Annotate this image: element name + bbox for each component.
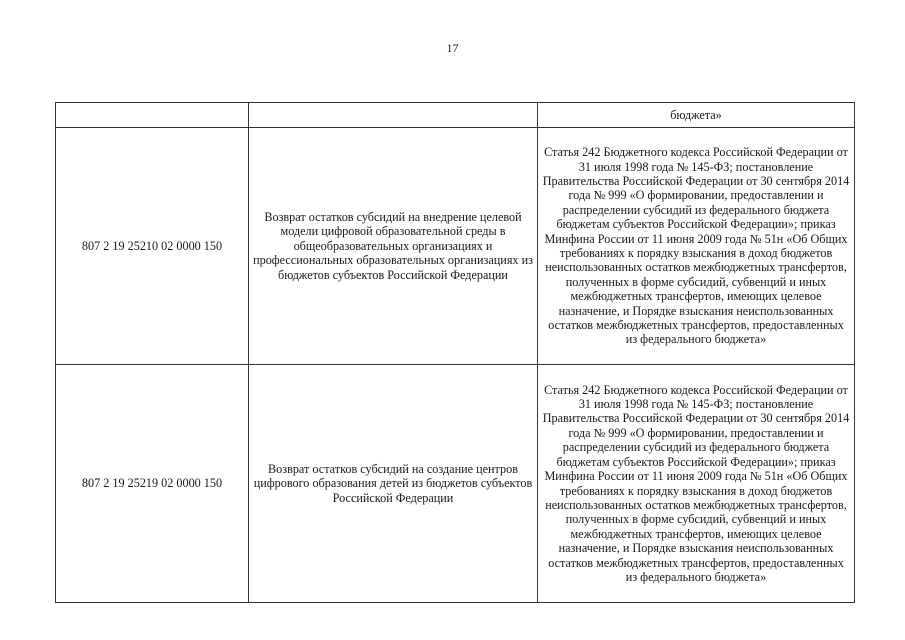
table-cell-empty: [249, 103, 538, 128]
income-code-cell: 807 2 19 25219 02 0000 150: [56, 365, 249, 603]
table-cell-continuation: бюджета»: [538, 103, 855, 128]
table-row: [56, 365, 855, 603]
table-row: [56, 128, 855, 365]
income-codes-table: [55, 102, 855, 603]
table-cell-empty: [56, 103, 249, 128]
page-number: 17: [446, 41, 459, 55]
income-name-cell: Возврат остатков субсидий на создание центров цифрового образования детей из бюджетов субъектов Российской Федерации: [249, 365, 538, 603]
income-name-cell: Возврат остатков субсидий на внедрение целевой модели цифровой образовательной среды в общеобразовательных организациях и профессиональных образовательных организациях из бюджетов субъектов Российской Федерации: [249, 128, 538, 365]
legal-basis-cell: Статья 242 Бюджетного кодекса Российской Федерации от 31 июля 1998 года № 145-ФЗ; постановление Правительства Российской Федерации от 30 сентября 2014 года № 999 «О формировании, предоставлении и распределении субсидий из федерального бюджета бюджетам субъектов Российской Федерации»; приказ Минфина России от 11 июня 2009 года № 51н «Об Общих требованиях к порядку взыскания в доход бюджетов неиспользованных остатков межбюджетных трансфертов, полученных в форме субсидий, субвенций и иных межбюджетных трансфертов, имеющих целевое назначение, и Порядке взыскания неиспользованных остатков межбюджетных трансфертов, предоставленных из федерального бюджета»: [538, 128, 855, 365]
legal-basis-cell: Статья 242 Бюджетного кодекса Российской Федерации от 31 июля 1998 года № 145-ФЗ; постановление Правительства Российской Федерации от 30 сентября 2014 года № 999 «О формировании, предоставлении и распределении субсидий из федерального бюджета бюджетам субъектов Российской Федерации»; приказ Минфина России от 11 июня 2009 года № 51н «Об Общих требованиях к порядку взыскания в доход бюджетов неиспользованных остатков межбюджетных трансфертов, полученных в форме субсидий, субвенций и иных межбюджетных трансфертов, имеющих целевое назначение, и Порядке взыскания неиспользованных остатков межбюджетных трансфертов, предоставленных из федерального бюджета»: [538, 365, 855, 603]
income-code-cell: 807 2 19 25210 02 0000 150: [56, 128, 249, 365]
table-row-continuation: [56, 103, 855, 128]
